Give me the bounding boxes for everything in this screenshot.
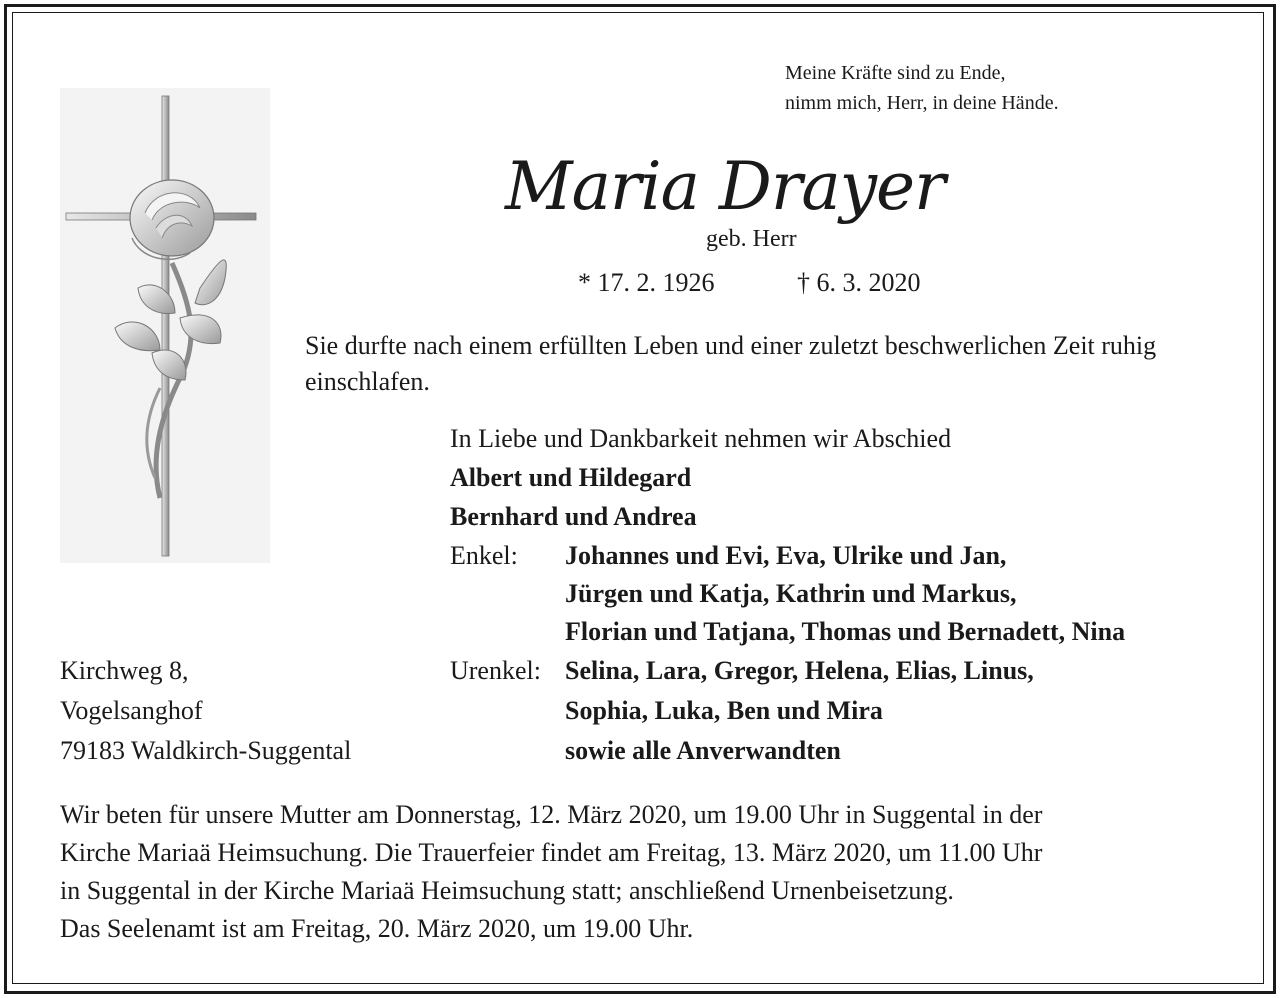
child-line: Albert und Hildegard [450, 463, 692, 492]
cross-rose-illustration [60, 88, 270, 563]
relatives-line: sowie alle Anverwandten [565, 736, 841, 765]
address-line: Vogelsanghof [60, 696, 203, 725]
death-date: † 6. 3. 2020 [797, 268, 921, 297]
grandchildren-line: Jürgen und Katja, Kathrin und Markus, [565, 579, 1017, 608]
maiden-name: geb. Herr [706, 226, 797, 252]
grandchildren-label: Enkel: [450, 541, 518, 570]
birth-date: * 17. 2. 1926 [578, 268, 715, 297]
grandchildren-line: Florian und Tatjana, Thomas und Bernadett, Nina [565, 617, 1126, 646]
cross-rose-icon [60, 88, 270, 563]
service-line: Wir beten für unsere Mutter am Donnerstag, 12. März 2020, um 19.00 Uhr in Suggental in der [60, 800, 1043, 829]
service-line: in Suggental in der Kirche Mariaä Heimsuchung statt; anschließend Urnenbeisetzung. [60, 876, 954, 905]
deceased-name: Maria Drayer [505, 148, 945, 225]
great-grandchildren-line: Sophia, Luka, Ben und Mira [565, 696, 883, 725]
verse-line: Meine Kräfte sind zu Ende, [785, 62, 1006, 84]
verse-line: nimm mich, Herr, in deine Hände. [785, 92, 1059, 114]
great-grandchildren-label: Urenkel: [450, 656, 541, 685]
intro-text: Sie durfte nach einem erfüllten Leben und einer zuletzt beschwerlichen Zeit ruhig einschlafen. [305, 331, 1157, 396]
service-line: Das Seelenamt ist am Freitag, 20. März 2020, um 19.00 Uhr. [60, 914, 694, 943]
child-line: Bernhard und Andrea [450, 502, 697, 531]
verse [785, 58, 1059, 118]
service-line: Kirche Mariaä Heimsuchung. Die Trauerfeier findet am Freitag, 13. März 2020, um 11.00 Uhr [60, 838, 1043, 867]
great-grandchildren-line: Selina, Lara, Gregor, Helena, Elias, Linus, [565, 656, 1034, 685]
address-line: 79183 Waldkirch-Suggental [60, 736, 352, 765]
farewell-text: In Liebe und Dankbarkeit nehmen wir Abschied [450, 424, 952, 453]
grandchildren-line: Johannes und Evi, Eva, Ulrike und Jan, [565, 541, 1007, 570]
service-text [60, 796, 1230, 948]
address-line: Kirchweg 8, [60, 656, 189, 685]
